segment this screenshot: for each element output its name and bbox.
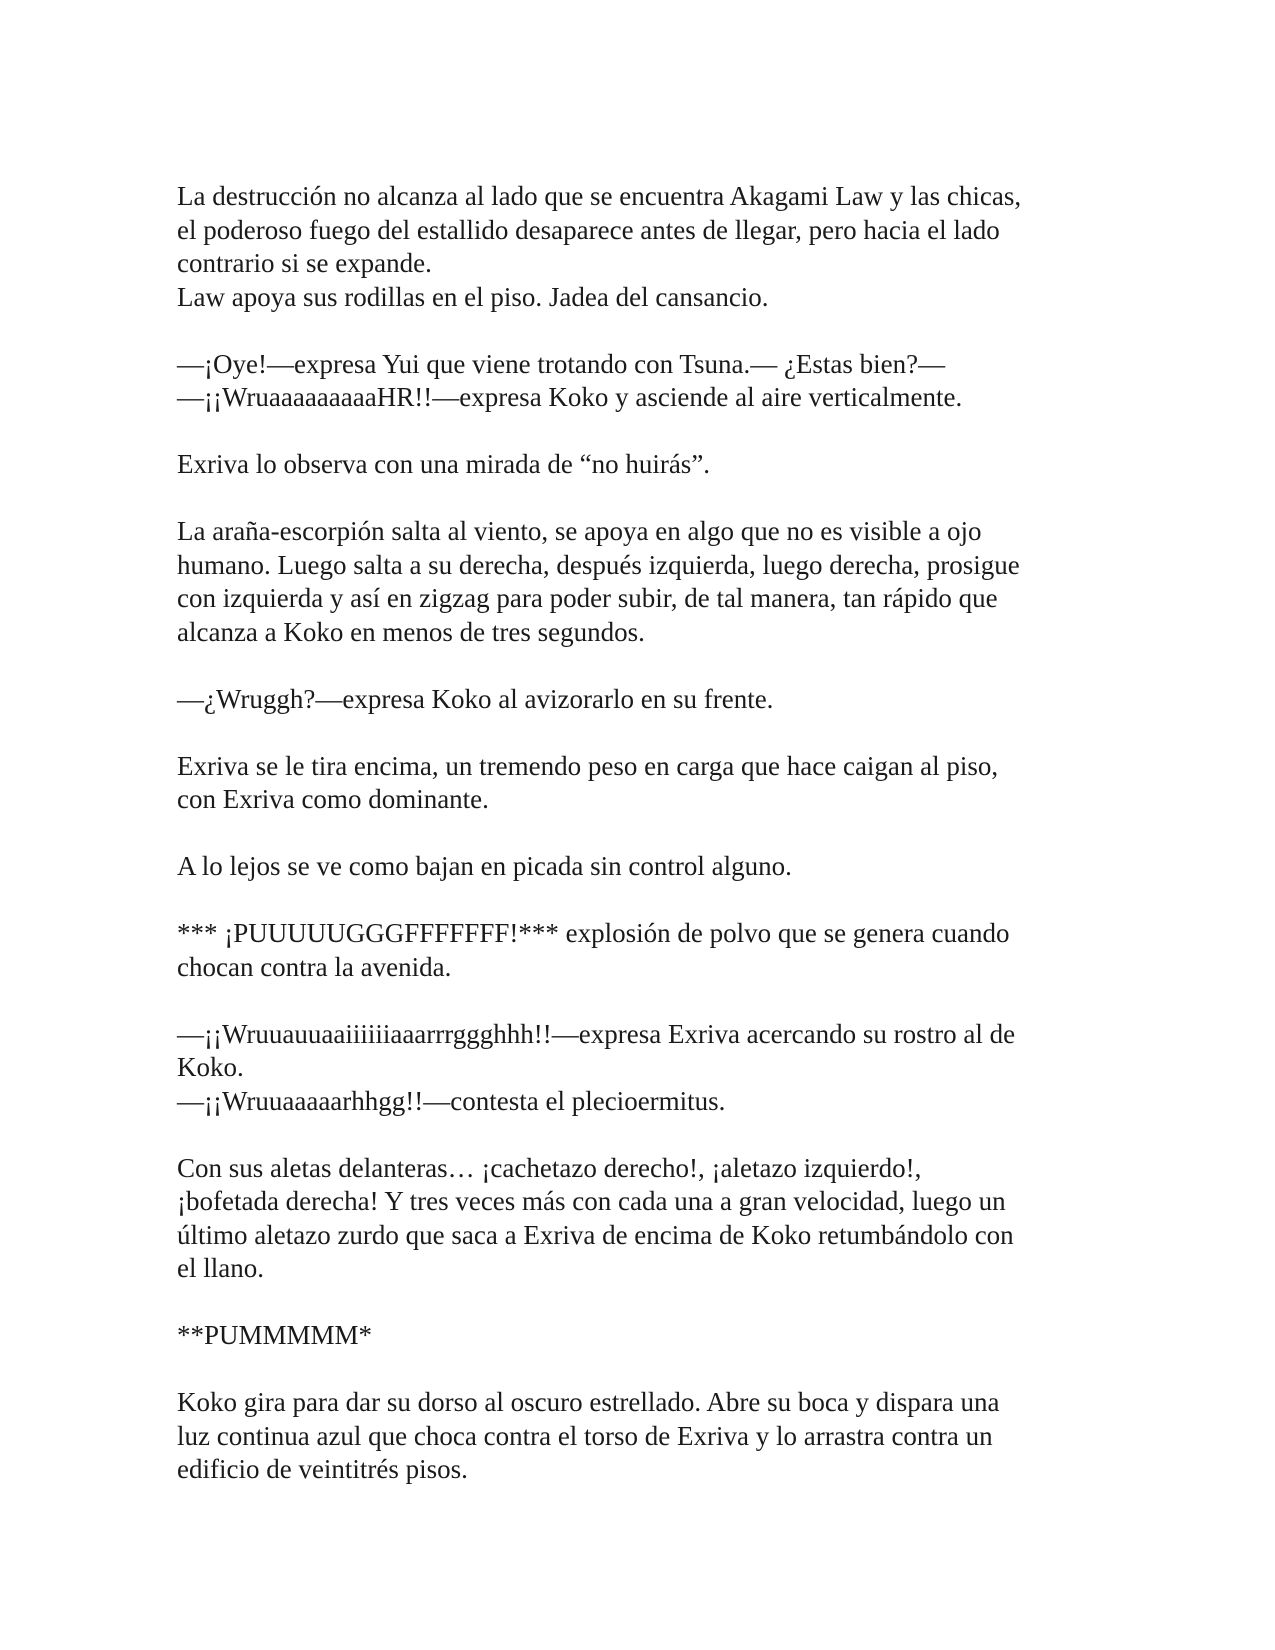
sound-effect-paragraph bbox=[177, 917, 1107, 984]
text-line: Exriva se le tira encima, un tremendo peso en carga que hace caigan al piso, bbox=[177, 750, 999, 781]
text-line: último aletazo zurdo que saca a Exriva de encima de Koko retumbándolo con bbox=[177, 1219, 1014, 1250]
text-line: La destrucción no alcanza al lado que se encuentra Akagami Law y las chicas, bbox=[177, 181, 1022, 211]
text-line: Koko gira para dar su dorso al oscuro estrellado. Abre su boca y dispara una bbox=[177, 1387, 1000, 1417]
text-line: el llano. bbox=[177, 1253, 264, 1283]
text-line: edificio de veintitrés pisos. bbox=[177, 1454, 468, 1484]
text-line: con izquierda y así en zigzag para poder subir, de tal manera, tan rápido que bbox=[177, 583, 998, 613]
text-line: contrario si se expande. bbox=[177, 248, 432, 278]
sound-effect-paragraph bbox=[177, 1319, 1107, 1353]
text-line: Exriva lo observa con una mirada de “no huirás”. bbox=[177, 449, 711, 479]
text-line: Con sus aletas delanteras… ¡cachetazo derecho!, ¡aletazo izquierdo!, bbox=[177, 1152, 922, 1183]
text-line: el poderoso fuego del estallido desaparece antes de llegar, pero hacia el lado bbox=[177, 214, 1000, 245]
text-line: luz continua azul que choca contra el torso de Exriva y lo arrastra contra un bbox=[177, 1420, 993, 1451]
text-line: con Exriva como dominante. bbox=[177, 784, 489, 814]
paragraph bbox=[177, 448, 1107, 482]
dialogue-paragraph bbox=[177, 683, 1107, 717]
paragraph bbox=[177, 1386, 1107, 1487]
dialogue-line: —¡¡Wruuauuaaiiiiiiaaarrrggghhh!!—expresa Exriva acercando su rostro al de bbox=[177, 1018, 1016, 1049]
text-line: **PUMMMMM* bbox=[177, 1320, 373, 1350]
dialogue-line: —¡¡WruaaaaaaaaaHR!!—expresa Koko y asciende al aire verticalmente. bbox=[177, 382, 963, 412]
dialogue-paragraph bbox=[177, 348, 1107, 415]
dialogue-line: —¿Wruggh?—expresa Koko al avizorarlo en su frente. bbox=[177, 683, 774, 714]
paragraph bbox=[177, 1152, 1107, 1286]
dialogue-line: —¡Oye!—expresa Yui que viene trotando con Tsuna.— ¿Estas bien?— bbox=[177, 348, 946, 379]
dialogue-line: —¡¡Wruuaaaaarhhgg!!—contesta el plecioermitus. bbox=[177, 1085, 726, 1116]
text-line: ¡bofetada derecha! Y tres veces más con cada una a gran velocidad, luego un bbox=[177, 1186, 1006, 1216]
paragraph bbox=[177, 750, 1107, 817]
text-line: alcanza a Koko en menos de tres segundos. bbox=[177, 616, 645, 647]
text-line: *** ¡PUUUUUGGGFFFFFFF!*** explosión de polvo que se genera cuando bbox=[177, 918, 1010, 948]
paragraph bbox=[177, 180, 1107, 314]
paragraph bbox=[177, 850, 1107, 884]
text-line: A lo lejos se ve como bajan en picada sin control alguno. bbox=[177, 851, 792, 881]
document-body bbox=[177, 180, 1107, 1520]
dialogue-paragraph bbox=[177, 1018, 1107, 1119]
text-line: chocan contra la avenida. bbox=[177, 951, 452, 982]
paragraph bbox=[177, 515, 1107, 649]
dialogue-line: Koko. bbox=[177, 1052, 244, 1082]
text-line: humano. Luego salta a su derecha, después izquierda, luego derecha, prosigue bbox=[177, 549, 1020, 580]
text-line: Law apoya sus rodillas en el piso. Jadea del cansancio. bbox=[177, 281, 769, 312]
text-line: La araña-escorpión salta al viento, se apoya en algo que no es visible a ojo bbox=[177, 516, 982, 546]
